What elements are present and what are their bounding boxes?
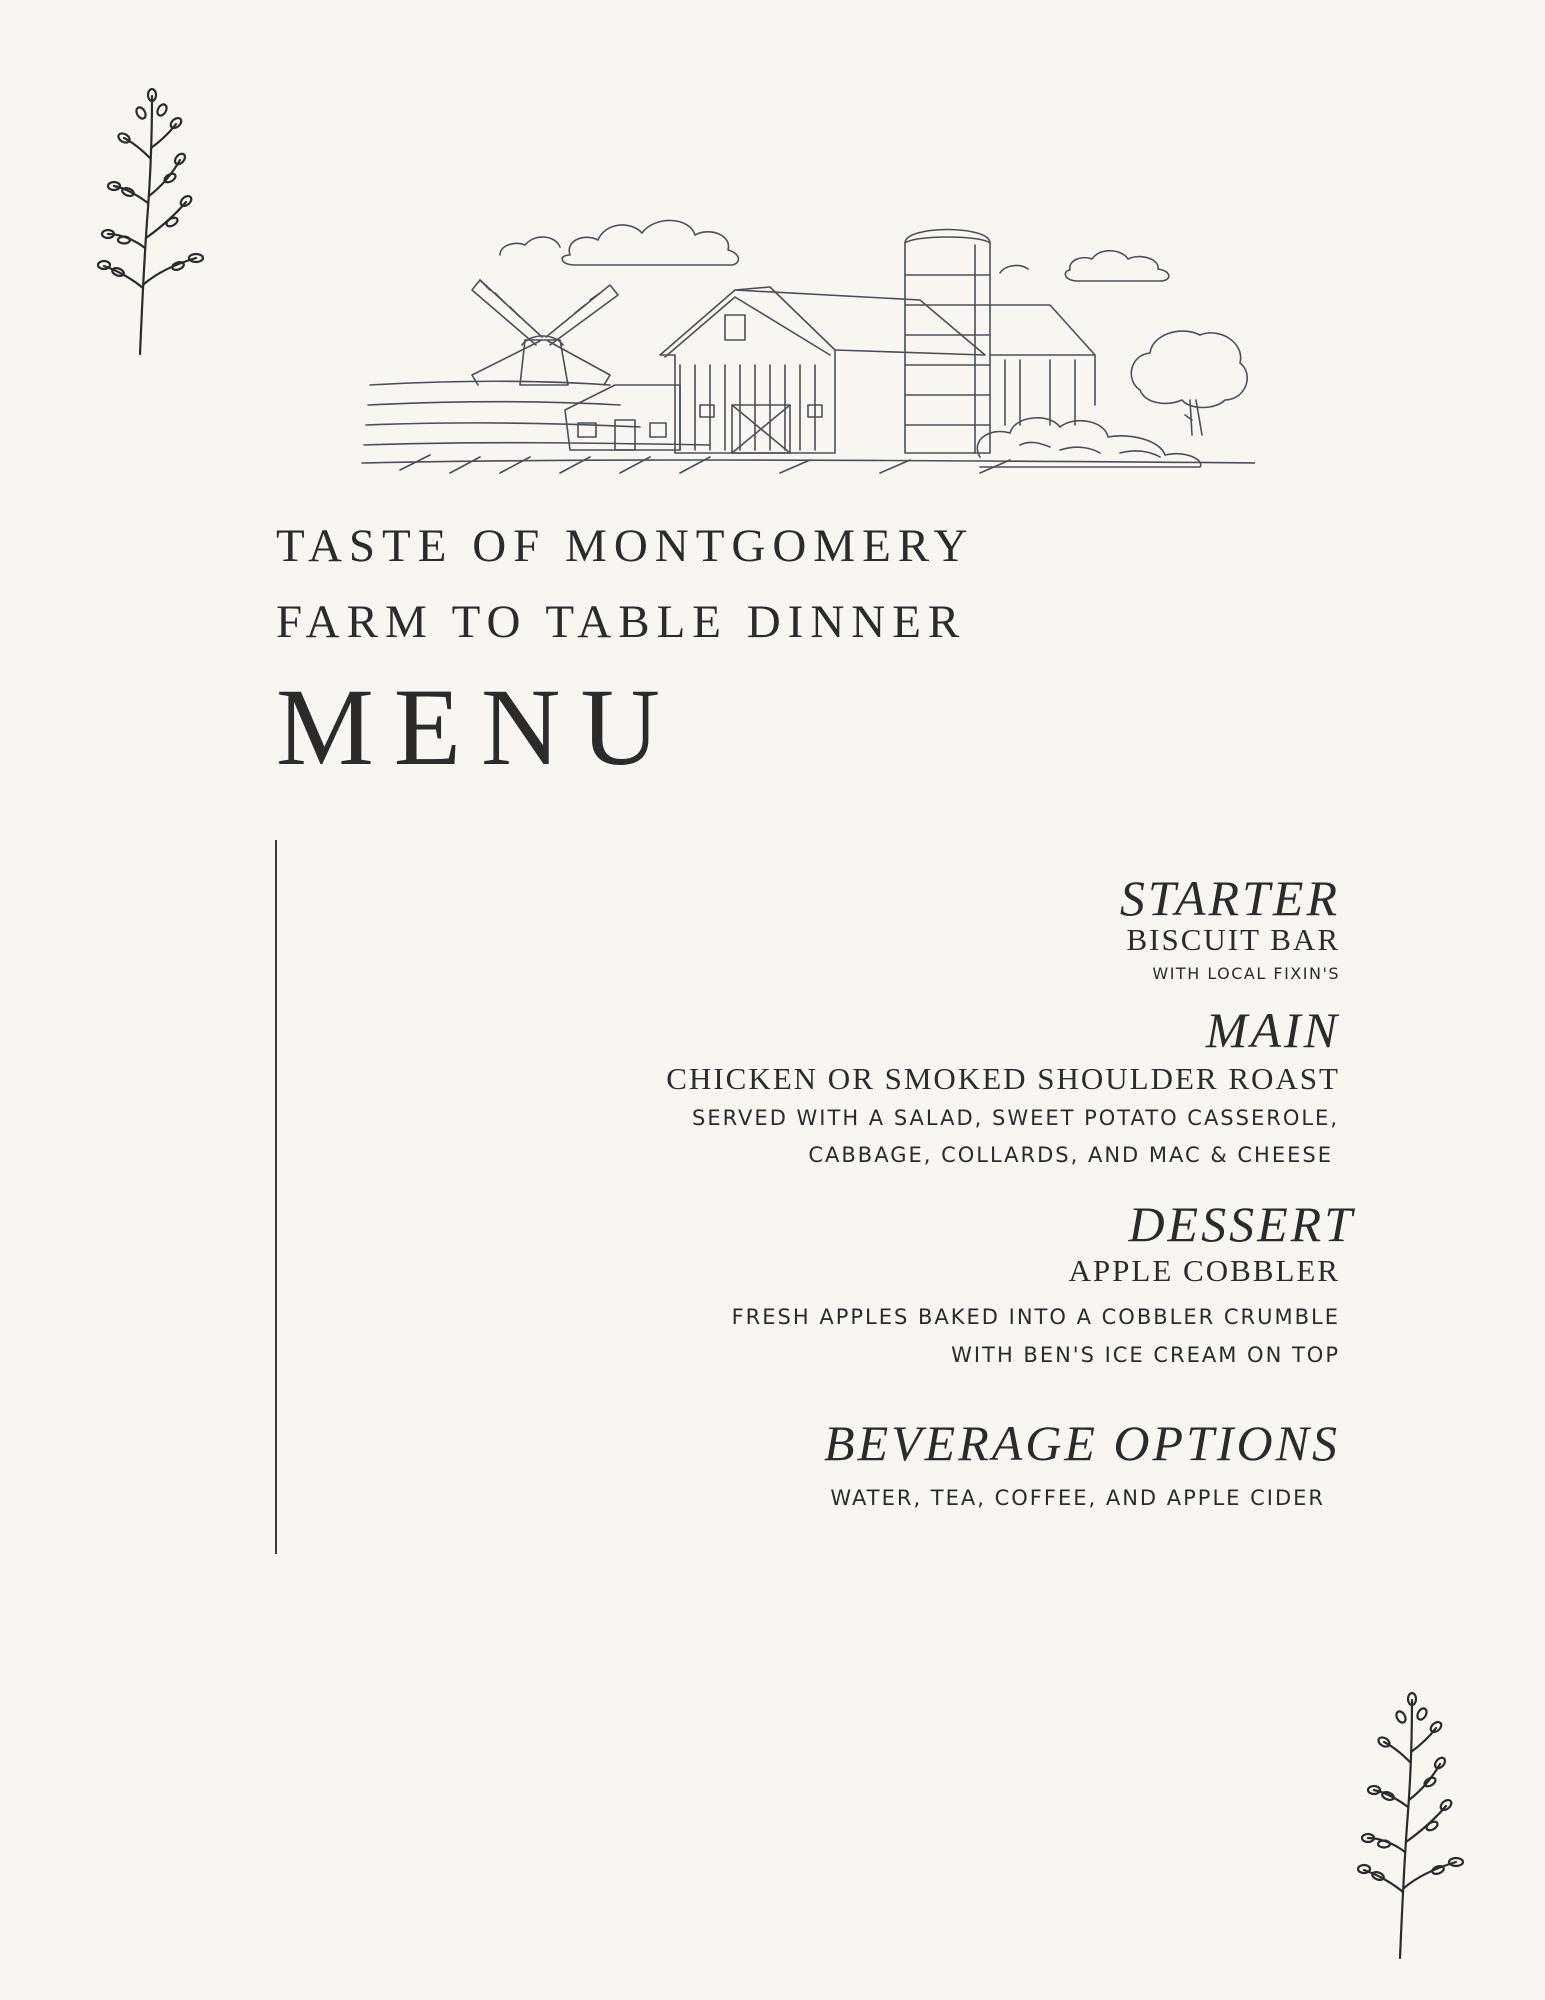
section-title-main: MAIN: [1205, 1002, 1340, 1058]
dish-dessert: APPLE COBBLER: [1068, 1253, 1340, 1288]
sprig-icon: [1356, 1692, 1468, 1962]
event-subtitle: FARM TO TABLE DINNER: [276, 596, 967, 648]
dish-note-starter: WITH LOCAL FIXIN'S: [1152, 964, 1340, 983]
section-title-starter: STARTER: [1119, 870, 1340, 926]
dish-desc-main-2: CABBAGE, COLLARDS, AND MAC & CHEESE: [808, 1143, 1333, 1167]
section-title-dessert: DESSERT: [1128, 1196, 1355, 1252]
section-title-beverage: BEVERAGE OPTIONS: [824, 1415, 1340, 1471]
sprig-icon: [96, 88, 208, 358]
menu-heading: MENU: [276, 666, 680, 788]
dish-main: CHICKEN OR SMOKED SHOULDER ROAST: [666, 1061, 1340, 1096]
vertical-divider: [275, 840, 277, 1554]
dish-desc-dessert-1: FRESH APPLES BAKED INTO A COBBLER CRUMBLE: [731, 1305, 1340, 1329]
event-title: TASTE OF MONTGOMERY: [276, 520, 975, 572]
dish-starter: BISCUIT BAR: [1126, 922, 1340, 957]
beverage-list: WATER, TEA, COFFEE, AND APPLE CIDER: [830, 1486, 1325, 1510]
dish-desc-dessert-2: WITH BEN'S ICE CREAM ON TOP: [951, 1343, 1340, 1367]
farm-barn-illustration: [360, 195, 1255, 480]
dish-desc-main-1: SERVED WITH A SALAD, SWEET POTATO CASSEROLE,: [692, 1106, 1339, 1130]
